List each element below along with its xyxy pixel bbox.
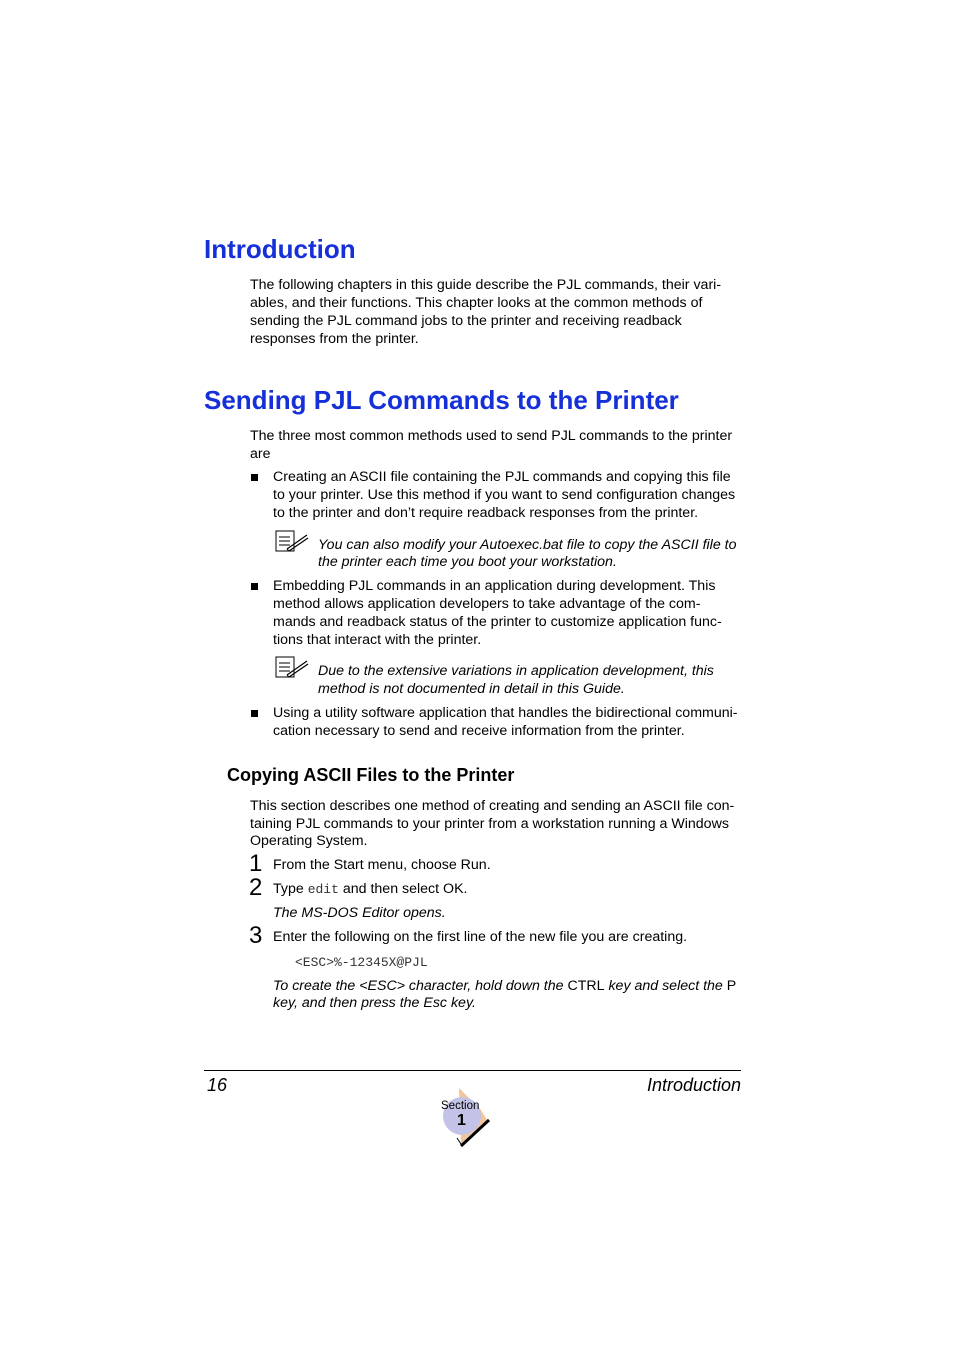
note-pencil-icon (275, 656, 309, 680)
text-line: taining PJL commands to your printer from a workstation running a Windows (250, 816, 729, 832)
code-inline: edit (307, 882, 339, 897)
note-line: You can also modify your Autoexec.bat file to copy the ASCII file to (318, 537, 737, 553)
note-line: the printer each time you boot your workstation. (318, 554, 617, 570)
step-text: Enter the following on the first line of the new file you are creating. (273, 929, 688, 945)
copying-heading: Copying ASCII Files to the Printer (227, 765, 515, 785)
footer-rule (204, 1070, 741, 1071)
step-result: The MS-DOS Editor opens. (273, 905, 446, 921)
square-bullet (251, 583, 258, 590)
key-ctrl: CTRL (567, 978, 605, 994)
text-line: to the printer and don’t require readback responses from the printer. (273, 505, 699, 521)
text-line: mands and readback status of the printer to customize application func- (273, 614, 722, 630)
note-pencil-icon (275, 530, 309, 554)
text-line: method allows application developers to take advantage of the com- (273, 596, 701, 612)
text-line: to your printer. Use this method if you want to send configuration changes (273, 487, 736, 503)
tip-text: key and select the (604, 978, 727, 994)
text-line: tions that interact with the printer. (273, 632, 482, 648)
text-line: Creating an ASCII file containing the PJL commands and copying this file (273, 469, 731, 485)
step-text: From the Start menu, choose Run. (273, 857, 491, 873)
step-text-post: and then select OK. (338, 881, 468, 897)
tip-line: key, and then press the Esc key. (273, 995, 476, 1011)
text-line: cation necessary to send and receive information from the printer. (273, 723, 685, 739)
text-line: Operating System. (250, 833, 368, 849)
text-line: The three most common methods used to send PJL commands to the printer (250, 428, 733, 444)
step-number: 1 (249, 850, 263, 877)
key-p: P (726, 978, 737, 994)
text-line: ables, and their functions. This chapter looks at the common methods of (250, 295, 703, 311)
text-line: Embedding PJL commands in an application during development. This (273, 578, 716, 594)
square-bullet (251, 710, 258, 717)
note-line: Due to the extensive variations in application development, this (318, 663, 714, 679)
introduction-heading: Introduction (204, 234, 356, 264)
tip-text: To create the <ESC> character, hold down the (273, 978, 568, 994)
text-line: The following chapters in this guide describe the PJL commands, their vari- (250, 277, 722, 293)
code-line: <ESC>%-12345X@PJL (295, 955, 428, 970)
text-line: are (250, 446, 271, 462)
step-number: 3 (249, 922, 263, 949)
tip-line (273, 978, 736, 996)
text-line: responses from the printer. (250, 331, 419, 347)
page-number: 16 (207, 1075, 228, 1095)
section-number: 1 (457, 1112, 466, 1129)
text-line: This section describes one method of creating and sending an ASCII file con- (250, 798, 735, 814)
text-line: Using a utility software application that handles the bidirectional communi- (273, 705, 738, 721)
step-text-pre: Type (273, 881, 308, 897)
square-bullet (251, 474, 258, 481)
note-line: method is not documented in detail in this Guide. (318, 681, 625, 697)
section-label: Section (441, 1100, 480, 1112)
sending-heading: Sending PJL Commands to the Printer (204, 385, 679, 415)
step-text (273, 881, 467, 899)
text-line: sending the PJL command jobs to the printer and receiving readback (250, 313, 682, 329)
section-tab (437, 1086, 493, 1150)
footer-chapter: Introduction (646, 1075, 741, 1095)
step-number: 2 (249, 874, 263, 901)
